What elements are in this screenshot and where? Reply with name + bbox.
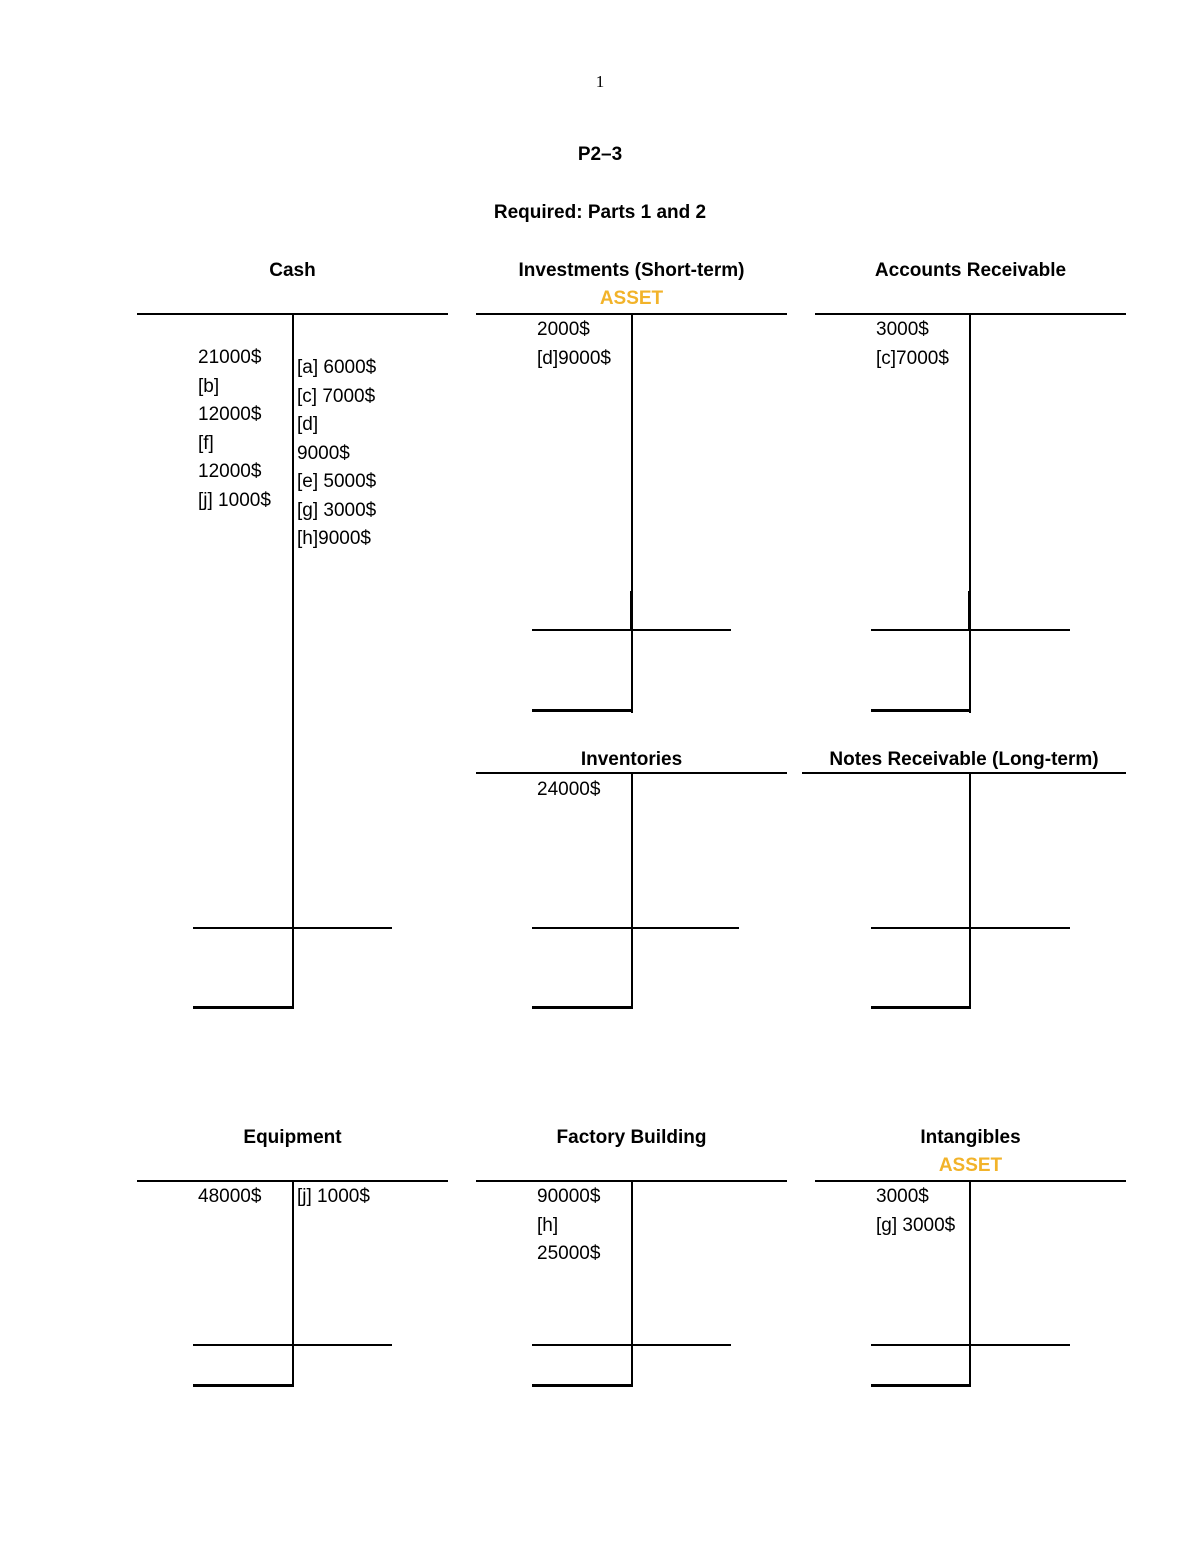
t-account-divider-mark (968, 591, 971, 631)
t-account-divider (969, 313, 971, 713)
entry: 25000$ (537, 1243, 601, 1264)
account-title-equipment: Equipment (243, 1127, 342, 1148)
entry: [d]9000$ (537, 347, 611, 369)
entry: [j] 1000$ (297, 1186, 370, 1207)
debit-entries (537, 316, 611, 373)
entry: 3000$ (876, 319, 929, 340)
entry: [j] 1000$ (198, 489, 271, 511)
account-title-notes-receivable: Notes Receivable (Long-term) (829, 749, 1099, 770)
account-title-factory-building: Factory Building (556, 1127, 707, 1148)
t-account-divider-mark (630, 591, 633, 631)
debit-entries (537, 1183, 600, 1269)
entry: 9000$ (297, 442, 350, 464)
entry: 24000$ (537, 779, 601, 800)
required-heading: Required: Parts 1 and 2 (493, 202, 707, 223)
entry: [b] (198, 375, 220, 397)
total-rule (532, 709, 633, 712)
t-account-divider (969, 1180, 971, 1387)
balance-rule (871, 1344, 1070, 1346)
entry: [a] 6000$ (297, 357, 377, 378)
total-rule (532, 1006, 633, 1009)
account-title-inventories: Inventories (580, 749, 683, 770)
balance-rule (532, 927, 739, 929)
entry: [d] (297, 414, 319, 435)
debit-entries (876, 316, 949, 373)
entry: [e] 5000$ (297, 471, 377, 492)
entry: 48000$ (198, 1186, 262, 1207)
t-account-divider (292, 1180, 294, 1387)
t-account-divider (631, 1180, 633, 1387)
debit-entries (198, 1183, 261, 1212)
page-number: 1 (595, 72, 605, 91)
debit-entries (537, 776, 600, 805)
credit-entries (297, 354, 376, 554)
balance-rule (532, 629, 731, 631)
credit-entries (297, 1183, 370, 1212)
account-title-cash: Cash (269, 260, 316, 281)
entry: 12000$ (198, 404, 262, 425)
entry: 3000$ (876, 1186, 929, 1207)
t-account-divider (631, 772, 633, 1009)
entry: [f] (198, 432, 214, 454)
entry: [c] 7000$ (297, 385, 376, 407)
total-rule (871, 709, 971, 712)
total-rule (193, 1006, 294, 1009)
entry: 90000$ (537, 1186, 601, 1207)
total-rule (193, 1384, 294, 1387)
balance-rule (871, 927, 1070, 929)
t-account-divider (969, 772, 971, 1009)
asset-tag: ASSET (599, 288, 664, 309)
entry: [h] (537, 1214, 559, 1236)
entry: 12000$ (198, 461, 262, 482)
entry: 2000$ (537, 319, 590, 340)
total-rule (532, 1384, 633, 1387)
t-account-divider (292, 313, 294, 1009)
problem-heading: P2–3 (577, 144, 623, 165)
asset-tag: ASSET (938, 1155, 1003, 1176)
balance-rule (532, 1344, 731, 1346)
balance-rule (193, 927, 392, 929)
total-rule (871, 1006, 971, 1009)
entry: [c]7000$ (876, 347, 949, 369)
balance-rule (193, 1344, 392, 1346)
t-account-divider (631, 313, 633, 713)
balance-rule (871, 629, 1070, 631)
account-title-investments: Investments (Short-term) (518, 260, 745, 281)
account-title-intangibles: Intangibles (920, 1127, 1021, 1148)
entry: [h]9000$ (297, 528, 371, 549)
debit-entries (876, 1183, 955, 1240)
entry: 21000$ (198, 347, 262, 368)
total-rule (871, 1384, 971, 1387)
entry: [g] 3000$ (297, 499, 377, 521)
t-account-top-rule (802, 772, 1126, 774)
account-title-accounts-receivable: Accounts Receivable (874, 260, 1067, 281)
debit-entries (198, 344, 271, 515)
entry: [g] 3000$ (876, 1214, 956, 1236)
